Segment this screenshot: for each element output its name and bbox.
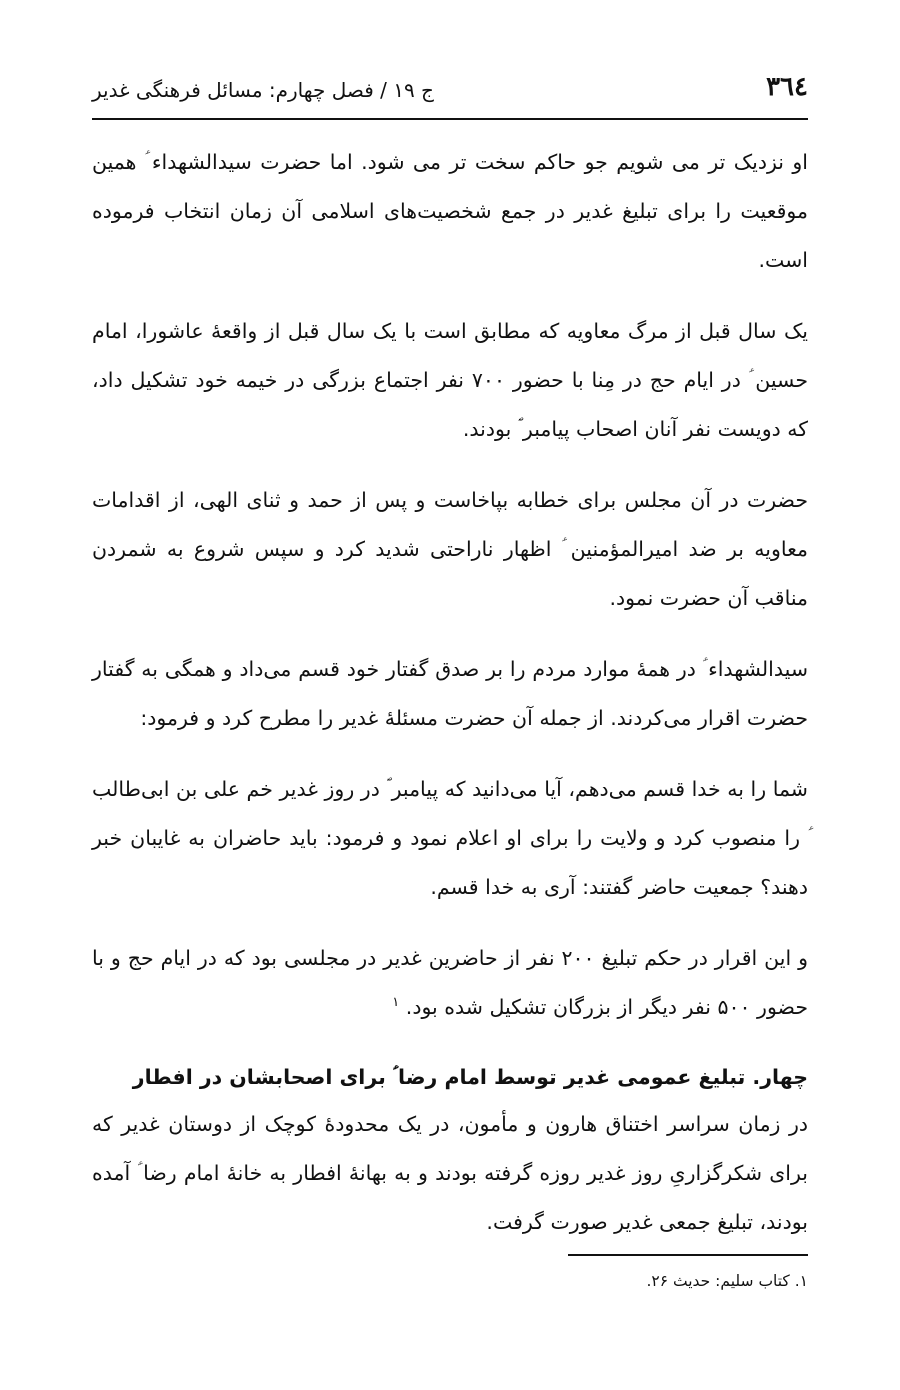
paragraph-2: یک سال قبل از مرگ معاویه که مطابق است با یک سال قبل از واقعهٔ عاشورا، امام حسین ؑ در ایام حج در مِنا با حضور ۷۰۰ نفر اجتماع بزرگی در خیمه خود تشکیل داد، که دویست نفر آنان اصحاب پیامبر ؐ بودند. (92, 319, 808, 441)
footnote: ۱. کتاب سلیم: حدیث ۲۶. (646, 1272, 808, 1290)
page-number: ٣٦٤ (766, 72, 808, 102)
footnote-reference: ۱ (392, 995, 400, 1011)
paragraph-6 (92, 934, 808, 1032)
paragraph-6-text: و این اقرار در حکم تبلیغ ۲۰۰ نفر از حاضرین غدیر در مجلسی بود که در ایام حج و با حضور ۵۰۰ نفر دیگر از بزرگان تشکیل شده بود. (92, 946, 808, 1019)
paragraph-5: شما را به خدا قسم می‌دهم، آیا می‌دانید که پیامبر ؐ در روز غدیر خم علی بن ابی‌طالب ؑ را منصوب کرد و ولایت را برای او اعلام نمود و فرمود: باید حاضران به غایبان خبر دهند؟ جمعیت حاضر گفتند: آری به خدا قسم. (92, 777, 808, 899)
body-text (92, 138, 808, 1269)
running-title: ج ۱۹ / فصل چهارم: مسائل فرهنگی غدیر (92, 78, 434, 102)
paragraph-3: حضرت در آن مجلس برای خطابه بپاخاست و پس از حمد و ثنای الهی، از اقدامات معاویه بر ضد امیرالمؤمنین ؑ اظهار ناراحتی شدید کرد و سپس شروع به شمردن مناقب آن حضرت نمود. (92, 488, 808, 610)
paragraph-4: سیدالشهداء ؑ در همهٔ موارد مردم را بر صدق گفتار خود قسم می‌داد و همگی به گفتار حضرت اقرار می‌کردند. از جمله آن حضرت مسئلهٔ غدیر را مطرح کرد و فرمود: (92, 657, 808, 730)
page-header (92, 72, 808, 120)
section-paragraph: در زمان سراسر اختناق هارون و مأمون، در یک محدودهٔ کوچک از دوستان غدیر که برای شکرگزاریِ روز غدیر روزه گرفته بودند و به بهانهٔ افطار به خانهٔ امام رضا ؑ آمده بودند، تبلیغ جمعی غدیر صورت گرفت. (92, 1112, 808, 1234)
footnote-divider (568, 1254, 808, 1256)
paragraph-1: او نزدیک تر می شویم جو حاکم سخت تر می شود. اما حضرت سیدالشهداء ؑ همین موقعیت را برای تبلیغ غدیر در جمع شخصیت‌های اسلامی آن زمان انتخاب فرموده است. (92, 150, 808, 272)
section-heading: چهار. تبلیغ عمومی غدیر توسط امام رضا ؑ برای اصحابشان در افطار (132, 1065, 808, 1089)
